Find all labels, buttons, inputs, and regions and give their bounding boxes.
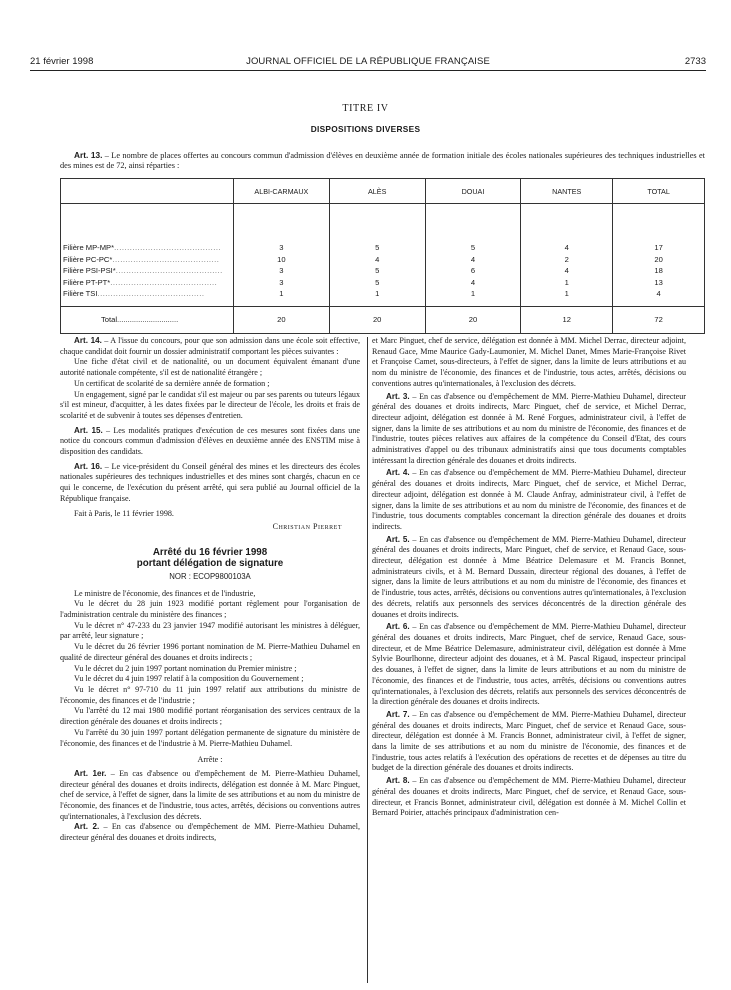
decree-title: Arrêté du 16 février 1998 <box>152 546 268 558</box>
article-5: Art. 5. – En cas d'absence ou d'empêchement de MM. Pierre-Mathieu Duhamel, directeur général des douanes et droits indirects, Marc Pinguet, chef de service, et Renaud Gace, sous-directeur, délégation est donnée à Mme Béatrice Delemasure et M. Francis Bonnet, administrateurs civils, et à M. Bernard Dussain, directeur régional des douanes, à l'effet de signer, dans la limite de leurs attributions et au nom du ministre de l'économie, des finances et de l'industrie, tous actes, arrêtés, décisions ou conventions autres qu'internationales, à l'exclusion des décrets, relatifs aux personnels des services déconcentrés de la direction générale des douanes et droits indirects. <box>372 534 686 619</box>
row-label: Filière MP-MP*......................................... <box>63 243 222 252</box>
visa: Vu l'arrêté du 30 juin 1997 portant délégation permanente de signature du ministère de l'économie, des finances et de l'industrie à M. Pierre-Mathieu Duhamel. <box>60 727 360 748</box>
done-at: Fait à Paris, le 11 février 1998. <box>74 508 174 518</box>
article-2: Art. 2. – En cas d'absence ou d'empêchement de MM. Pierre-Mathieu Duhamel, directeur général des douanes et droits indirects, <box>60 822 360 843</box>
places-table <box>60 178 705 334</box>
header-date: 21 février 1998 <box>30 56 94 67</box>
column-ales <box>329 204 425 307</box>
article-4: Art. 4. – En cas d'absence ou d'empêchement de MM. Pierre-Mathieu Duhamel, directeur général des douanes et droits indirects, Marc Pinguet, chef de service, et Michel Derrac, directeur adjoint, délégation est donnée à M. Claude Anfray, administrateur civil, à l'effet de signer, dans la limite de ses attributions et au nom du ministre de l'économie, des finances et de l'industrie, tous documents comptables concernant la direction générale des douanes et droits indirects. <box>372 468 686 531</box>
table-cell: 4 <box>375 254 380 264</box>
article-8: Art. 8. – En cas d'absence ou d'empêchement de MM. Pierre-Mathieu Duhamel, directeur général des douanes et droits indirects, Marc Pinguet, chef de service, et Renaud Gace, sous-directeur, et Francis Bonnet, administrateur civil, délégation est donnée à M. Michel Collin et Bernard Poirier, attachés principaux d'administration cen- <box>372 776 686 818</box>
visa: Vu le décret du 26 février 1996 portant nomination de M. Pierre-Mathieu Duhamel en qualité de directeur général des douanes et droits indirects ; <box>60 642 360 662</box>
article-14: Art. 14. – A l'issue du concours, pour que son admission dans une école soit effective, chaque candidat doit fournir un dossier administratif comportant les pièces suivantes : <box>60 336 360 356</box>
table-cell: 1 <box>375 289 380 298</box>
list-item: Une fiche d'état civil et de nationalité, ou un document équivalent émanant d'une autorité nationale compétente, s'il est de nationalité étrangère ; <box>60 357 360 378</box>
table-header-row <box>61 179 705 204</box>
visa: Vu l'arrêté du 12 mai 1980 modifié portant réorganisation des services centraux de la direction générale des douanes et droits indirects ; <box>60 706 360 727</box>
table-cell: 5 <box>375 243 380 252</box>
table-header-cell: TOTAL <box>613 179 705 204</box>
table-header-cell: ALÈS <box>329 179 425 204</box>
table-cell: 1 <box>564 277 569 287</box>
table-cell: 18 <box>654 266 663 275</box>
row-label: Filière PC-PC*......................................... <box>63 254 220 264</box>
running-header <box>30 56 706 68</box>
table-cell: 72 <box>613 306 705 333</box>
table-cell: 4 <box>564 243 569 252</box>
table-cell: 13 <box>654 277 663 287</box>
table-cell: 5 <box>375 266 380 275</box>
article-6: Art. 6. – En cas d'absence ou d'empêchement de MM. Pierre-Mathieu Duhamel, directeur général des douanes et droits indirects, Marc Pinguet, chef de service, Renaud Gace, sous-directeur, et de Mme Béatrice Delemasure, administrateur civil, délégation est donnée à Mme Sylvie Bourlhonne, directeur adjoint des douanes, et à M. Pascal Rigaud, inspecteur principal des douanes, à l'effet de signer, dans la limite de leurs attributions et au nom du ministre de l'économie, des finances et de l'industrie, tous actes, arrêtés, décisions ou conventions autres qu'internationales, à l'exclusion des décrets, relatifs aux personnels des services déconcentrés de la direction générale des douanes et droits indirects. <box>372 622 686 707</box>
column-divider <box>367 337 368 983</box>
article-15: Art. 15. – Les modalités pratiques d'exécution de ces mesures sont fixées dans une notice du concours commun d'admission d'élèves en deuxième année des ENSTIM mise à disposition des candidats. <box>60 425 360 457</box>
article-13-label: Art. 13. <box>74 150 103 160</box>
signature: Christian Pierret <box>272 522 342 532</box>
visa: Vu le décret n° 97-710 du 11 juin 1997 relatif aux attributions du ministre de l'économie, des finances et de l'industrie ; <box>60 684 360 705</box>
table-cell: 12 <box>521 306 613 333</box>
table-body <box>61 204 705 307</box>
table-header-cell: ALBI-CARMAUX <box>233 179 329 204</box>
row-label: Filière PSI-PSI*......................................... <box>63 266 223 275</box>
section-title: TITRE IV <box>342 103 389 114</box>
list-item: Un certificat de scolarité de sa dernière année de formation ; <box>74 378 270 388</box>
row-labels <box>61 204 234 307</box>
table-header-cell: NANTES <box>521 179 613 204</box>
total-label: Total............................. <box>61 306 234 333</box>
decree-subtitle: portant délégation de signature <box>136 558 284 570</box>
nor-reference: NOR : ECOP9800103A <box>169 571 251 581</box>
article-3: Art. 3. – En cas d'absence ou d'empêchement de MM. Pierre-Mathieu Duhamel, directeur général des douanes et droits indirects, Marc Pinguet, chef de service, et Michel Derrac, directeur adjoint, délégation est donnée à M. René Forgues, administrateur civil, à l'effet de signer, dans la limite de ses attributions et au nom du ministre de l'économie, des finances et de l'industrie, toutes pièces relatives aux affaires de la compétence du Conseil d'Etat, des cours administratives d'appel ou des tribunaux administratifs ainsi que tous documents comptables intéressant la direction générale des douanes et droits indirects. <box>372 391 686 465</box>
table-cell: 1 <box>279 289 284 298</box>
table-cell: 20 <box>654 254 663 264</box>
article-13-text: – Le nombre de places offertes au concours commun d'admission d'élèves en deuxième année de formation initiale des écoles nationales supérieures des techniques industrielles et des mines est de 72, ainsi réparties : <box>60 151 705 170</box>
table-total-row <box>61 306 705 333</box>
column-total <box>613 204 705 307</box>
table-cell: 5 <box>470 243 476 252</box>
header-journal-title: JOURNAL OFFICIEL DE LA RÉPUBLIQUE FRANÇAISE <box>246 56 490 67</box>
arrete-word: Arrête : <box>197 755 223 765</box>
table-cell: 20 <box>425 306 521 333</box>
article-7: Art. 7. – En cas d'absence ou d'empêchement de MM. Pierre-Mathieu Duhamel, directeur général des douanes et droits indirects, Marc Pinguet, chef de service et Renaud Gace, sous-directeur, délégation est donnée à M. Francis Bonnet, administrateur civil, à l'effet de signer, dans la limite de ses attributions et au nom du ministre de l'économie, des finances et de l'industrie, tous actes relatifs à l'exécution des opérations de recettes et de dépenses au titre du budget de la direction générale des douanes et droits indirects. <box>372 709 686 773</box>
table-cell: 2 <box>564 254 569 264</box>
article-13 <box>60 150 705 171</box>
right-column <box>372 336 686 819</box>
section-subtitle: DISPOSITIONS DIVERSES <box>310 124 421 134</box>
visa: Vu le décret du 28 juin 1923 modifié portant règlement pour l'organisation de l'administration centrale du ministère des finances ; <box>60 599 360 620</box>
table-cell: 1 <box>564 289 569 298</box>
table-cell: 20 <box>233 306 329 333</box>
table-cell: 1 <box>470 289 476 298</box>
table-cell: 4 <box>470 277 476 287</box>
table-header-cell <box>61 179 234 204</box>
visa: Vu le décret du 4 juin 1997 relatif à la composition du Gouvernement ; <box>74 674 304 684</box>
row-label: Filière PT-PT*......................................... <box>63 277 218 287</box>
column-nantes <box>521 204 613 307</box>
table-cell: 3 <box>279 277 284 287</box>
visa: Vu le décret n° 47-233 du 23 janvier 1947 modifié autorisant les ministres à déléguer, par arrêté, leur signature ; <box>60 620 360 641</box>
column-douai <box>425 204 521 307</box>
visa: Le ministre de l'économie, des finances et de l'industrie, <box>74 588 256 598</box>
visa: Vu le décret du 2 juin 1997 portant nomination du Premier ministre ; <box>74 663 297 673</box>
left-column <box>60 336 360 844</box>
table-cell: 3 <box>279 266 284 275</box>
table-cell: 10 <box>277 254 286 264</box>
header-page-number: 2733 <box>684 56 706 67</box>
article-16: Art. 16. – Le vice-président du Conseil général des mines et les directeurs des écoles nationales supérieures des techniques industrielles et des mines sont chargés, chacun en ce qui le concerne, de l'exécution du présent arrêté, qui sera publié au Journal officiel de la République française. <box>60 461 360 503</box>
table-cell: 4 <box>470 254 476 264</box>
row-label: Filière TSI......................................... <box>63 289 205 298</box>
table-cell: 3 <box>279 243 284 252</box>
table-cell: 5 <box>375 277 380 287</box>
table-cell: 17 <box>654 243 663 252</box>
table-cell: 20 <box>329 306 425 333</box>
article-1: Art. 1er. – En cas d'absence ou d'empêchement de M. Pierre-Mathieu Duhamel, directeur général des douanes et droits indirects, délégation est donnée à M. Marc Pinguet, chef de service, à l'effet de signer, dans la limite de ses attributions et au nom du ministre de l'économie, des finances et de l'industrie, tous actes, arrêtés, décisions ou conventions autres qu'internationales, à l'exclusion des décrets. <box>60 768 360 821</box>
list-item: Un engagement, signé par le candidat s'il est majeur ou par ses parents ou tuteurs légaux s'il est mineur, d'acquitter, à les dates fixées par le directeur de l'école, les droits et frais de scolarité et de subvenir à toutes ses dépenses d'entretien. <box>60 389 361 420</box>
article-2-continued: et Marc Pinguet, chef de service, délégation est donnée à MM. Michel Derrac, directeur adjoint, Renaud Gace, Mme Maurice Gady-Laumonier, M. Michel Danet, Mmes Marie-Françoise Rivet et Françoise Camet, sous-directeurs, à l'effet de signer, dans la limite de leurs attributions et au nom du ministre de l'économie, des finances et de l'industrie, tous actes, arrêtés, décisions ou conventions autres qu'internationales, à l'exclusion des décrets. <box>372 336 686 388</box>
table-header-cell: DOUAI <box>425 179 521 204</box>
table-cell: 4 <box>656 289 661 298</box>
table-cell: 4 <box>564 266 569 275</box>
table-cell: 6 <box>470 266 476 275</box>
column-albi <box>233 204 329 307</box>
header-rule <box>30 70 706 71</box>
